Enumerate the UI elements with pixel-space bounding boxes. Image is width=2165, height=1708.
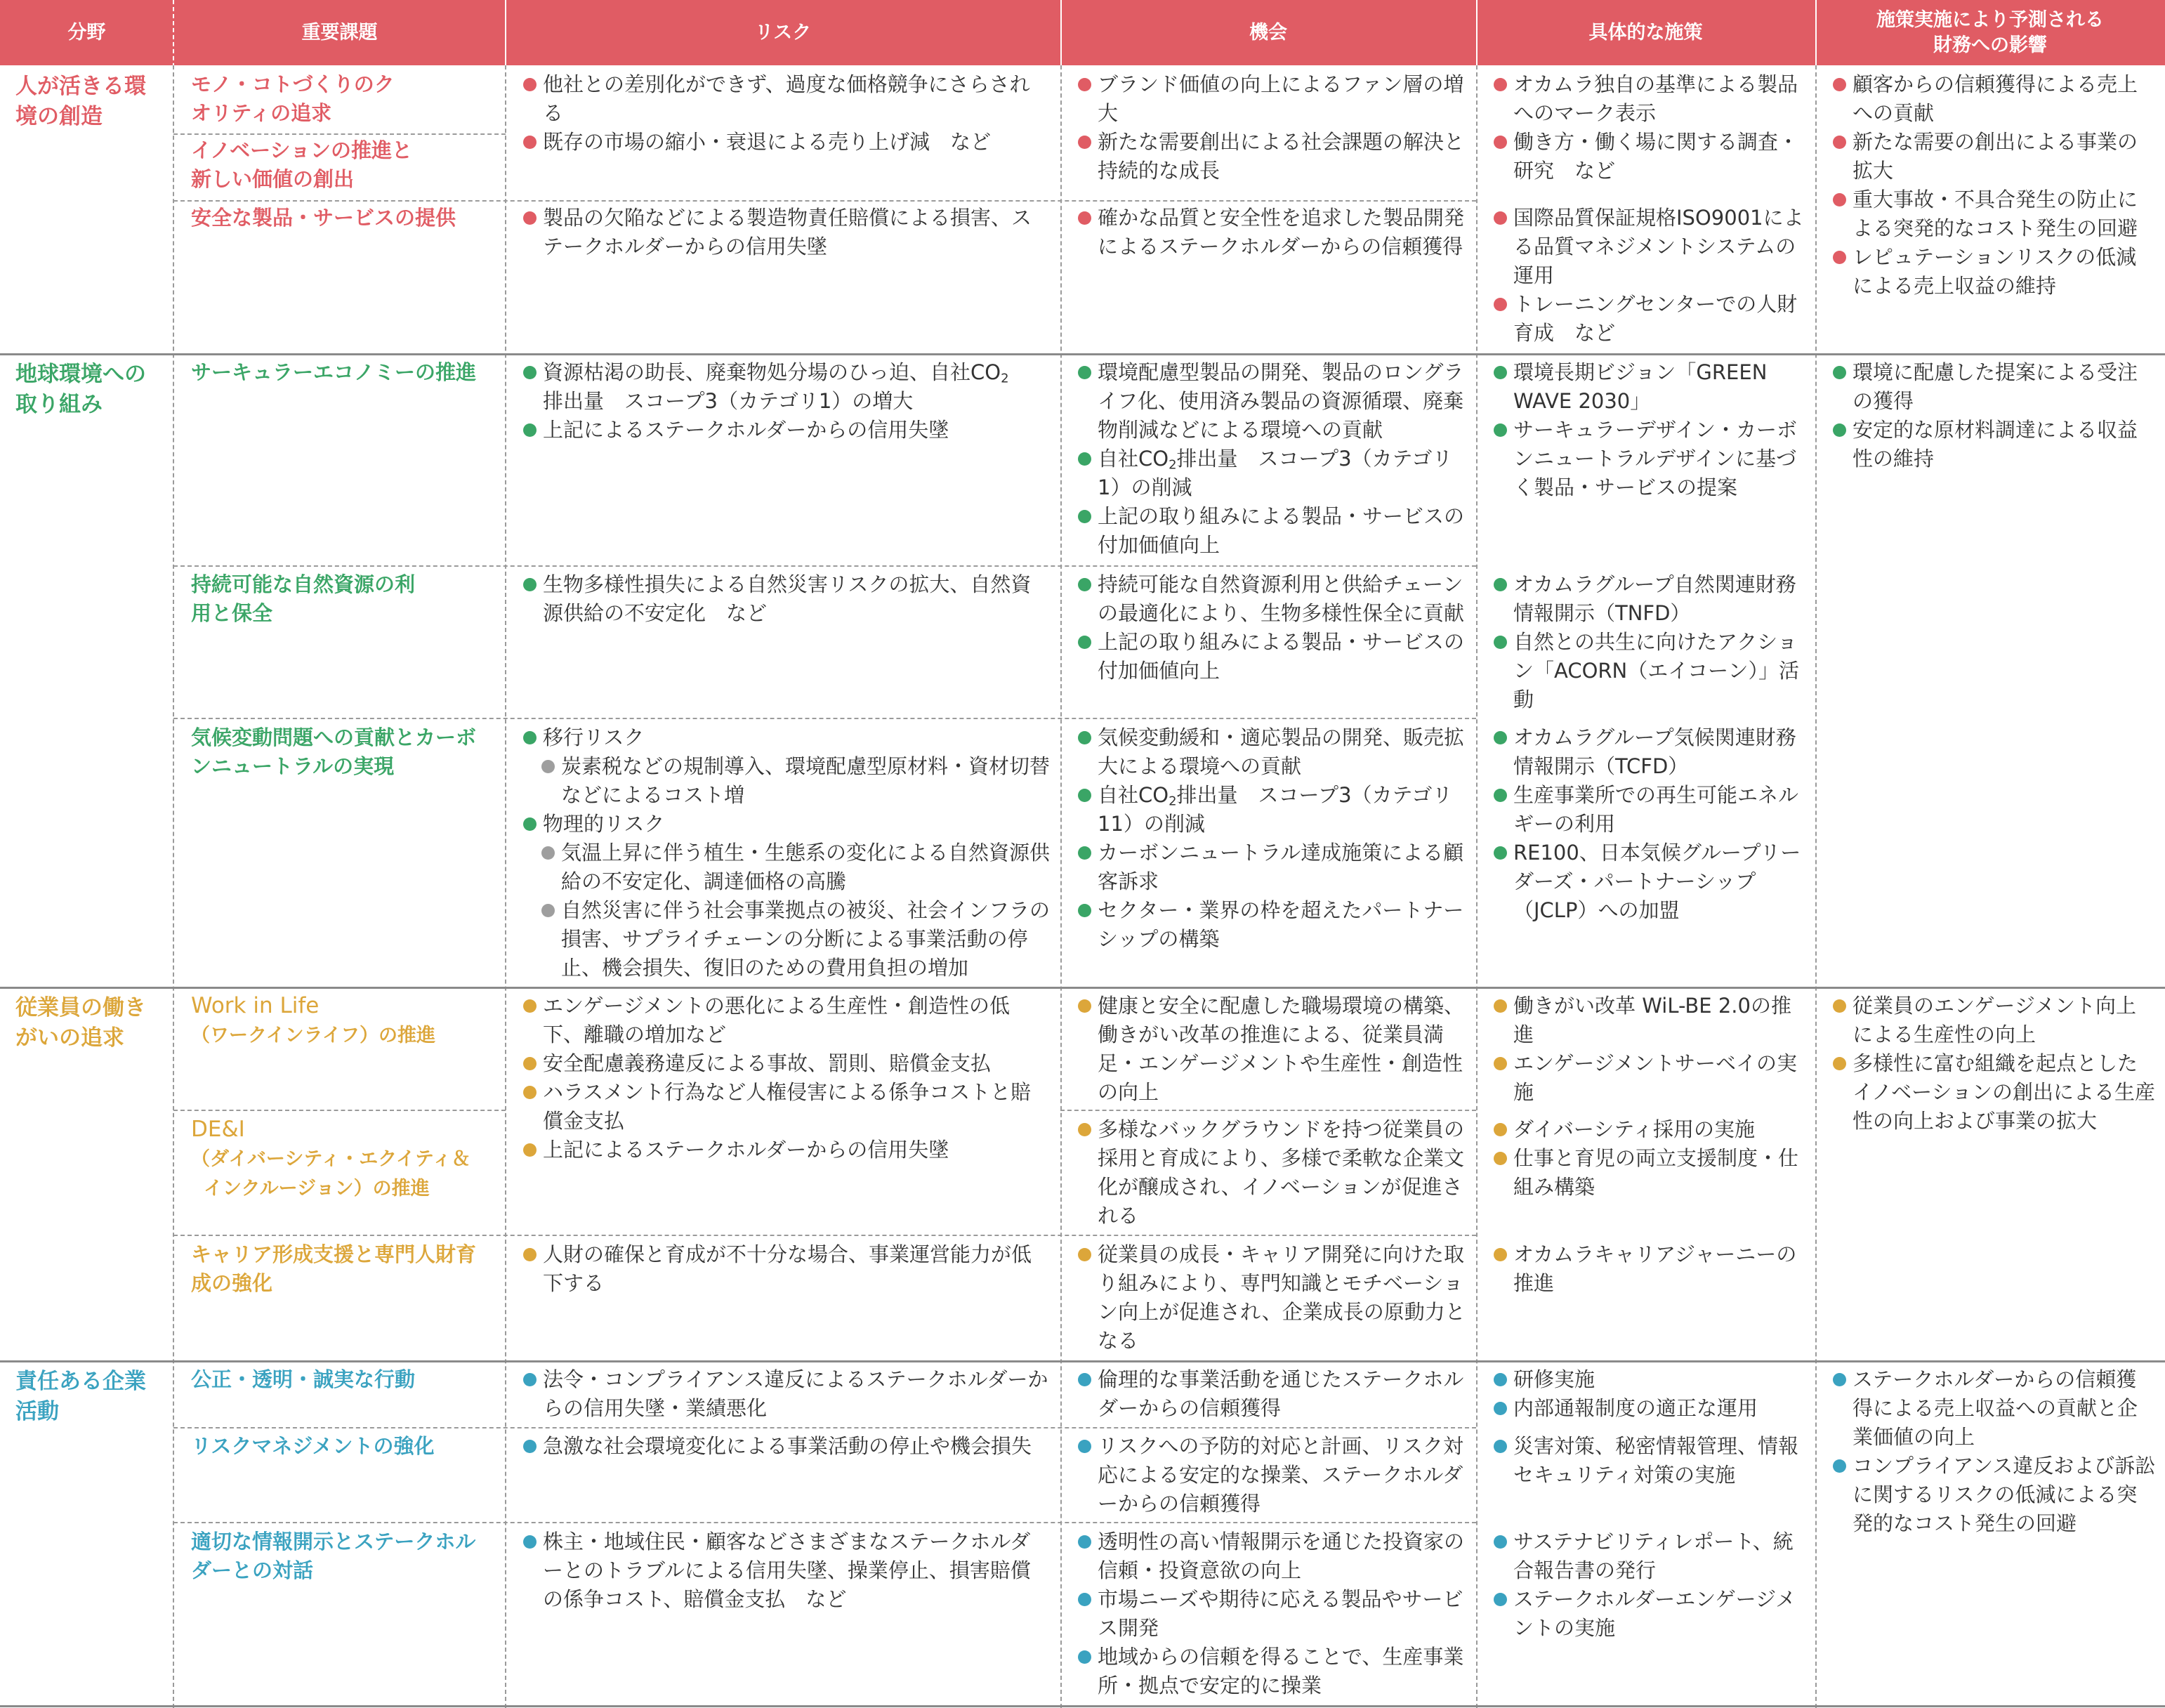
opportunity-list-employees-3 xyxy=(1078,1240,1466,1355)
list-item xyxy=(523,358,1053,416)
list-subitem: 気温上昇に伴う植生・生態系の変化による自然資源供給の不安定化、調達価格の高騰 xyxy=(523,839,1050,896)
list-item: 多様なバックグラウンドを持つ従業員の採用と育成により、多様で柔軟な企業文化が醸成され、イノベーションが促進される xyxy=(1078,1115,1466,1230)
issue-career: キャリア形成支援と専門人財育成の強化 xyxy=(191,1242,477,1295)
list-item: ダイバーシティ採用の実施 xyxy=(1494,1115,1808,1144)
co2-text: 排出量 スコープ3（カテゴリ11）の削減 xyxy=(1098,783,1453,836)
impact-list-employees xyxy=(1833,992,2156,1136)
list-item: 災害対策、秘密情報管理、情報セキュリティ対策の実施 xyxy=(1494,1432,1808,1490)
issue-disclosure: 適切な情報開示とステークホルダーとの対話 xyxy=(191,1530,476,1582)
row-divider xyxy=(1060,1110,1476,1111)
impact-list-corporate xyxy=(1833,1365,2156,1538)
list-item: 環境長期ビジョン「GREEN WAVE 2030」 xyxy=(1494,358,1808,416)
list-item: 重大事故・不具合発生の防止による突発的なコスト発生の回避 xyxy=(1833,185,2156,243)
list-item: 従業員の成長・キャリア開発に向けた取り組みにより、専門知識とモチベーション向上が促進され、企業成長の原動力となる xyxy=(1078,1240,1466,1355)
measures-list-people-b xyxy=(1494,204,1808,348)
section-title-corporate: 責任ある企業活動 xyxy=(15,1369,146,1424)
column-separator xyxy=(1815,0,1817,65)
list-item: 自然との共生に向けたアクション「ACORN（エイコーン）」活動 xyxy=(1494,628,1808,714)
issue-dei-title: DE&I xyxy=(191,1117,245,1142)
issue-climate-change: 気候変動問題への貢献とカーボンニュートラルの実現 xyxy=(191,725,477,778)
list-item: サステナビリティレポート、統合報告書の発行 xyxy=(1494,1528,1808,1585)
list-item: ハラスメント行為など人権侵害による係争コストと賠償金支払 xyxy=(523,1078,1050,1136)
list-item: ステークホルダーからの信頼獲得による売上収益への貢献と企業価値の向上 xyxy=(1833,1365,2156,1452)
list-item: 新たな需要創出による社会課題の解決と持続的な成長 xyxy=(1078,128,1466,185)
column-separator xyxy=(1815,65,1817,1708)
issue-work-in-life-title: Work in Life xyxy=(191,993,320,1018)
list-item: 内部通報制度の適正な運用 xyxy=(1494,1394,1808,1423)
header-field: 分野 xyxy=(67,21,106,44)
list-item: セクター・業界の枠を超えたパートナーシップの構築 xyxy=(1078,896,1466,954)
co2-text: 自社CO xyxy=(1098,783,1169,807)
list-item: エンゲージメントの悪化による生産性・創造性の低下、離職の増加など xyxy=(523,992,1050,1049)
list-subitem: 炭素税などの規制導入、環境配慮型原材料・資材切替などによるコスト増 xyxy=(523,752,1050,810)
list-item: 透明性の高い情報開示を通じた投資家の信頼・投資意欲の向上 xyxy=(1078,1528,1466,1585)
list-item: ステークホルダーエンゲージメントの実施 xyxy=(1494,1585,1808,1643)
list-item: 地域からの信頼を得ることで、生産事業所・拠点で安定的に操業 xyxy=(1078,1643,1466,1700)
list-item: 急激な社会環境変化による事業活動の停止や機会損失 xyxy=(523,1432,1050,1461)
opportunity-list-people-b xyxy=(1078,204,1466,261)
section-divider xyxy=(0,987,2165,989)
section-title-people: 人が活きる環境の創造 xyxy=(15,74,146,129)
list-item: 従業員のエンゲージメント向上による生産性の向上 xyxy=(1833,992,2156,1049)
list-item: 上記の取り組みによる製品・サービスの付加価値向上 xyxy=(1078,628,1466,685)
column-separator xyxy=(505,65,506,1708)
measures-list-corporate-1 xyxy=(1494,1365,1808,1423)
list-item: 持続可能な自然資源利用と供給チェーンの最適化により、生物多様性保全に貢献 xyxy=(1078,570,1466,628)
issue-risk-management: リスクマネジメントの強化 xyxy=(191,1434,435,1458)
list-item: オカムラグループ気候関連財務情報開示（TCFD） xyxy=(1494,723,1808,781)
section-divider xyxy=(0,1360,2165,1362)
co2-text: 排出量 スコープ3（カテゴリ1）の増大 xyxy=(543,389,914,413)
row-divider xyxy=(173,133,506,135)
list-item: レピュテーションリスクの低減による売上収益の維持 xyxy=(1833,243,2156,301)
list-item: 国際品質保証規格ISO9001による品質マネジメントシステムの運用 xyxy=(1494,204,1808,290)
issue-circular-economy: サーキュラーエコノミーの推進 xyxy=(191,360,477,384)
header-measures: 具体的な施策 xyxy=(1588,21,1703,44)
list-item: オカムラ独自の基準による製品へのマーク表示 xyxy=(1494,70,1808,128)
measures-list-earth-1 xyxy=(1494,358,1808,502)
list-item: 生産事業所での再生可能エネルギーの利用 xyxy=(1494,781,1808,839)
row-divider xyxy=(173,1235,1476,1236)
section-title-earth: 地球環境への取り組み xyxy=(15,362,146,417)
table-header xyxy=(0,0,2165,65)
list-item: 人財の確保と育成が不十分な場合、事業運営能力が低下する xyxy=(523,1240,1050,1298)
risk-list-people-a xyxy=(523,70,1050,157)
list-item: 上記によるステークホルダーからの信用失墜 xyxy=(523,416,1053,445)
measures-list-earth-2 xyxy=(1494,570,1808,714)
co2-subscript: 2 xyxy=(1001,371,1009,386)
list-item xyxy=(1078,445,1466,502)
header-impact: 施策実施により予測される財務への影響 xyxy=(1876,8,2104,56)
co2-text: 排出量 スコープ3（カテゴリ1）の削減 xyxy=(1098,447,1453,499)
list-item: 環境配慮型製品の開発、製品のロングライフ化、使用済み製品の資源循環、廃棄物削減などによる環境への貢献 xyxy=(1078,358,1466,445)
risk-list-earth-1 xyxy=(523,358,1053,445)
list-item: 新たな需要の創出による事業の拡大 xyxy=(1833,128,2156,185)
measures-list-corporate-2 xyxy=(1494,1432,1808,1490)
list-item: 安定的な原材料調達による収益性の維持 xyxy=(1833,416,2156,473)
list-item: コンプライアンス違反および訴訟に関するリスクの低減による突発的なコスト発生の回避 xyxy=(1833,1452,2156,1538)
list-subitem: 自然災害に伴う社会事業拠点の被災、社会インフラの損害、サプライチェーンの分断による事業活動の停止、機会損失、復旧のための費用負担の増加 xyxy=(523,896,1050,983)
column-separator xyxy=(1476,0,1478,65)
measures-list-employees-3 xyxy=(1494,1240,1808,1298)
list-item: 働きがい改革 WiL-BE 2.0の推進 xyxy=(1494,992,1808,1049)
risk-list-corporate-2 xyxy=(523,1432,1050,1461)
opportunity-list-corporate-3 xyxy=(1078,1528,1466,1700)
column-separator xyxy=(173,65,174,1708)
list-item: 倫理的な事業活動を通じたステークホルダーからの信頼獲得 xyxy=(1078,1365,1466,1423)
list-item: 顧客からの信頼獲得による売上への貢献 xyxy=(1833,70,2156,128)
list-item: オカムラグループ自然関連財務情報開示（TNFD） xyxy=(1494,570,1808,628)
issue-innovation: イノベーションの推進と新しい価値の創出 xyxy=(191,138,412,191)
opportunity-list-earth-1 xyxy=(1078,358,1466,560)
list-item: 上記の取り組みによる製品・サービスの付加価値向上 xyxy=(1078,502,1466,560)
list-item: 健康と安全に配慮した職場環境の構築、働きがい改革の推進による、従業員満足・エンゲージメントや生産性・創造性の向上 xyxy=(1078,992,1466,1107)
list-item: トレーニングセンターでの人財育成 など xyxy=(1494,290,1808,348)
list-item: リスクへの予防的対応と計画、リスク対応による安定的な操業、ステークホルダーからの信頼獲得 xyxy=(1078,1432,1466,1518)
measures-list-employees-1 xyxy=(1494,992,1808,1107)
row-divider xyxy=(173,1427,1476,1428)
risk-list-earth-3 xyxy=(523,723,1050,983)
issue-safe-products: 安全な製品・サービスの提供 xyxy=(191,206,456,230)
list-item: オカムラキャリアジャーニーの推進 xyxy=(1494,1240,1808,1298)
list-item: 株主・地域住民・顧客などさまざまなステークホルダーとのトラブルによる信用失墜、操業停止、損害賠償の係争コスト、賠償金支払 など xyxy=(523,1528,1050,1614)
column-separator xyxy=(1060,65,1062,1708)
list-item: カーボンニュートラル達成施策による顧客訴求 xyxy=(1078,839,1466,896)
list-item: エンゲージメントサーベイの実施 xyxy=(1494,1049,1808,1107)
risk-list-employees-a xyxy=(523,992,1050,1164)
risk-list-people-b xyxy=(523,204,1050,261)
opportunity-list-corporate-1 xyxy=(1078,1365,1466,1423)
issue-natural-resources: 持続可能な自然資源の利用と保全 xyxy=(191,572,416,625)
list-item: 安全配慮義務違反による事故、罰則、賠償金支払 xyxy=(523,1049,1050,1078)
opportunity-list-earth-2 xyxy=(1078,570,1466,685)
header-opportunity: 機会 xyxy=(1249,21,1287,44)
issue-dei-sub2: インクルージョン）の推進 xyxy=(204,1178,430,1200)
opportunity-list-employees-2 xyxy=(1078,1115,1466,1230)
row-divider xyxy=(173,200,1476,202)
issue-quality: モノ・コトづくりのクオリティの追求 xyxy=(191,72,395,125)
section-divider xyxy=(0,1705,2165,1707)
row-divider xyxy=(173,1110,506,1111)
row-divider xyxy=(173,1522,1476,1523)
list-item: 生物多様性損失による自然災害リスクの拡大、自然資源供給の不安定化 など xyxy=(523,570,1050,628)
list-item: 気候変動緩和・適応製品の開発、販売拡大による環境への貢献 xyxy=(1078,723,1466,781)
list-item: 他社との差別化ができず、過度な価格競争にさらされる xyxy=(523,70,1050,128)
measures-list-employees-2 xyxy=(1494,1115,1808,1202)
issue-dei-sub1: （ダイバーシティ・エクイティ＆ xyxy=(191,1148,470,1170)
list-item: 法令・コンプライアンス違反によるステークホルダーからの信用失墜・業績悪化 xyxy=(523,1365,1050,1423)
risk-list-earth-2 xyxy=(523,570,1050,628)
list-item: 物理的リスク xyxy=(523,810,1050,839)
list-item: 仕事と育児の両立支援制度・仕組み構築 xyxy=(1494,1144,1808,1202)
co2-text: 自社CO xyxy=(1098,447,1169,471)
measures-list-people-a xyxy=(1494,70,1808,185)
issue-fair-conduct: 公正・透明・誠実な行動 xyxy=(191,1367,416,1391)
list-item: 移行リスク xyxy=(523,723,1050,752)
list-item: 多様性に富む組織を起点としたイノベーションの創出による生産性の向上および事業の拡大 xyxy=(1833,1049,2156,1136)
co2-text: 資源枯渇の助長、廃棄物処分場のひっ迫、自社CO xyxy=(543,360,1001,384)
list-item: 既存の市場の縮小・衰退による売り上げ減 など xyxy=(523,128,1050,157)
list-item: 上記によるステークホルダーからの信用失墜 xyxy=(523,1136,1050,1164)
header-issue: 重要課題 xyxy=(301,21,378,44)
opportunity-list-corporate-2 xyxy=(1078,1432,1466,1518)
list-item: 環境に配慮した提案による受注の獲得 xyxy=(1833,358,2156,416)
measures-list-earth-3 xyxy=(1494,723,1808,925)
list-item: RE100、日本気候グループリーダーズ・パートナーシップ（JCLP）への加盟 xyxy=(1494,839,1808,925)
opportunity-list-employees-1 xyxy=(1078,992,1466,1107)
list-item: 市場ニーズや期待に応える製品やサービス開発 xyxy=(1078,1585,1466,1643)
list-item: 研修実施 xyxy=(1494,1365,1808,1394)
list-item: 働き方・働く場に関する調査・研究 など xyxy=(1494,128,1808,185)
co2-subscript: 2 xyxy=(1169,794,1177,809)
risk-list-employees-3 xyxy=(523,1240,1050,1298)
opportunity-list-people-a xyxy=(1078,70,1466,185)
column-separator xyxy=(1476,65,1478,1708)
co2-subscript: 2 xyxy=(1169,457,1177,473)
list-item: サーキュラーデザイン・カーボンニュートラルデザインに基づく製品・サービスの提案 xyxy=(1494,416,1808,502)
row-divider xyxy=(173,565,1476,567)
column-separator xyxy=(505,0,506,65)
column-separator xyxy=(1060,0,1062,65)
impact-list-earth xyxy=(1833,358,2156,473)
list-item: ブランド価値の向上によるファン層の増大 xyxy=(1078,70,1466,128)
list-item: 製品の欠陥などによる製造物責任賠償による損害、ステークホルダーからの信用失墜 xyxy=(523,204,1050,261)
header-risk: リスク xyxy=(754,21,812,44)
opportunity-list-earth-3 xyxy=(1078,723,1466,954)
list-item xyxy=(1078,781,1466,839)
issue-work-in-life-sub: （ワークインライフ）の推進 xyxy=(191,1025,436,1046)
section-divider xyxy=(0,353,2165,355)
row-divider xyxy=(173,718,1476,719)
measures-list-corporate-3 xyxy=(1494,1528,1808,1643)
risk-list-corporate-3 xyxy=(523,1528,1050,1614)
risk-list-corporate-1 xyxy=(523,1365,1050,1423)
impact-list-people xyxy=(1833,70,2156,301)
list-item: 確かな品質と安全性を追求した製品開発によるステークホルダーからの信頼獲得 xyxy=(1078,204,1466,261)
section-title-employees: 従業員の働きがいの追求 xyxy=(15,995,146,1051)
